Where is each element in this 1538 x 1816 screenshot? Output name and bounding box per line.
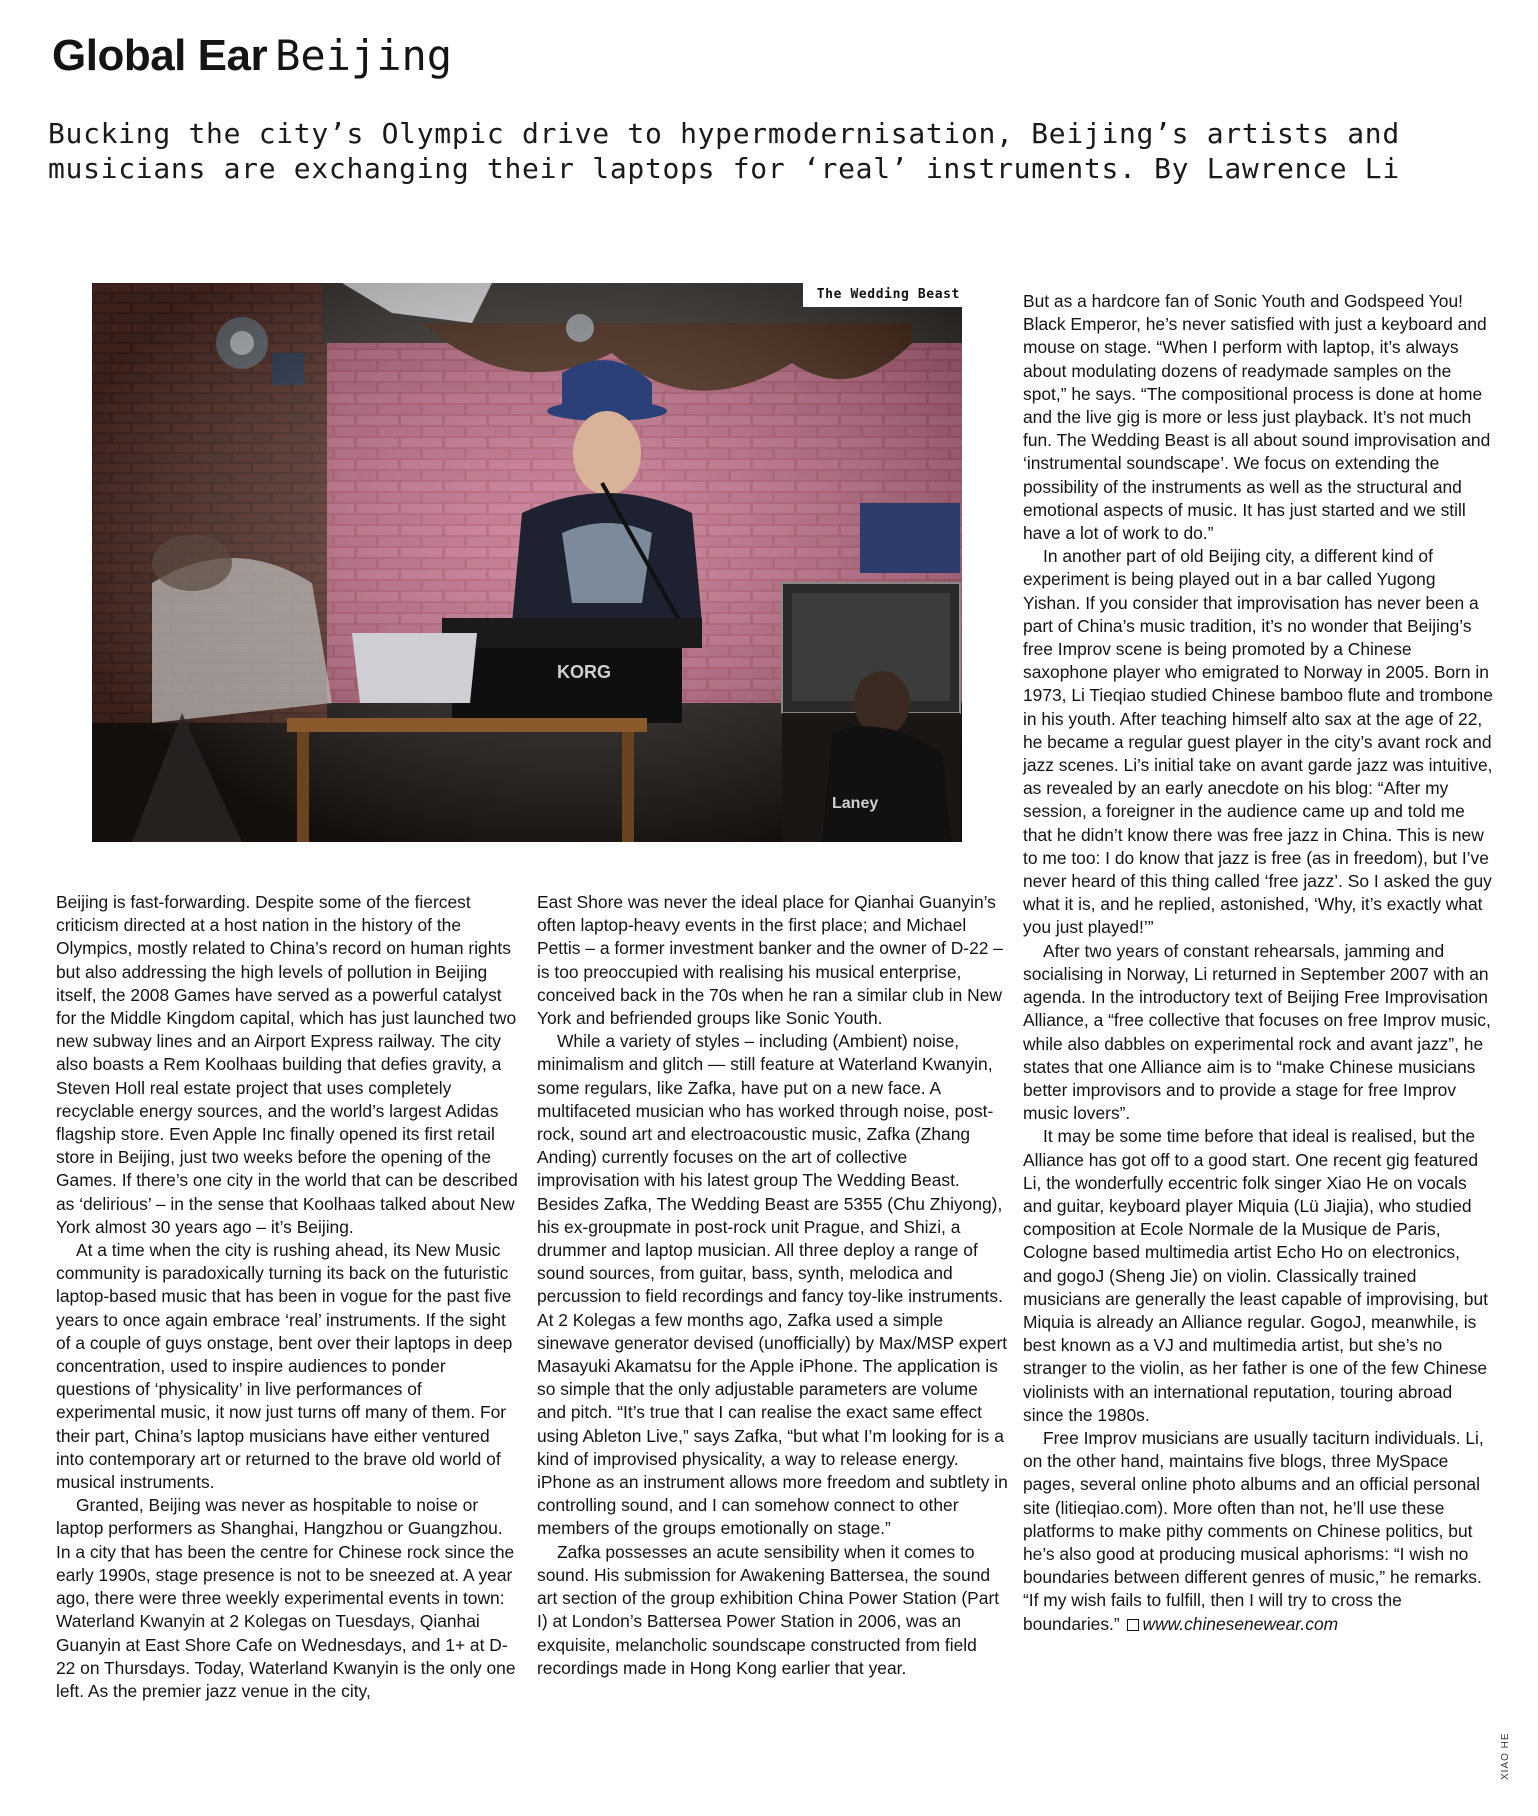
- city-name: Beijing: [275, 31, 453, 80]
- amp-brand-text: KORG: [557, 662, 611, 682]
- article-column-2: [537, 891, 1009, 1680]
- standfirst: Bucking the city’s Olympic drive to hypermodernisation, Beijing’s artists and musicians are exchanging their laptops for ‘real’ instruments. By Lawrence Li: [48, 117, 1400, 185]
- closing-text: Free Improv musicians are usually taciturn individuals. Li, on the other hand, maintains five blogs, three MySpace pages, several online photo albums and an official personal site (litieqiao.com). More often than not, he’ll use these platforms to make pithy comments on Chinese politics, but he’s also good at producing musical aphorisms: “I wish no boundaries between different genres of music,” he remarks. “If my wish fails to fulfill, then I will try to cross the boundaries.”: [1023, 1427, 1484, 1634]
- paragraph: After two years of constant rehearsals, jamming and socialising in Norway, Li returned in September 2007 with an agenda. In the introductory text of Beijing Free Improvisation Alliance, a “free collective that focuses on free Improv music, while also dabbles on experimental rock and avant jazz”, he states that one Alliance aim is to “make Chinese musicians better improvisors and to provide a stage for free Improv music lovers”.: [1023, 940, 1491, 1124]
- page-header: [52, 28, 452, 84]
- paragraph: Granted, Beijing was never as hospitable to noise or laptop performers as Shanghai, Hangzhou or Guangzhou. In a city that has been the centre for Chinese rock since the early 1990s, stage presence is not to be sneezed at. A year ago, there were three weekly experimental events in town: Waterland Kwanyin at 2 Kolegas on Tuesdays, Qianhai Guanyin at East Shore Cafe on Wednesdays, and 1+ at D-22 on Thursdays. Today, Waterland Kwanyin is the only one left. As the premier jazz venue in the city,: [56, 1495, 516, 1701]
- paragraph: Zafka possesses an acute sensibility when it comes to sound. His submission for Awakening Battersea, the sound art section of the group exhibition China Power Station (Part I) at London’s Battersea Power Station in 2006, was an exquisite, melancholic soundscape constructed from field recordings made in Hong Kong earlier that year.: [537, 1541, 1000, 1678]
- paragraph: It may be some time before that ideal is realised, but the Alliance has got off to a good start. One recent gig featured Li, the wonderfully eccentric folk singer Xiao He on vocals and guitar, keyboard player Miquia (Lü Jiajia), who studied composition at Ecole Normale de la Musique de Paris, Cologne based multimedia artist Echo Ho on electronics, and gogoJ (Sheng Jie) on violin. Classically trained musicians are generally the least capable of improvising, but Miquia is already an Alliance regular. GogoJ, meanwhile, is best known as a VJ and multimedia artist, but she’s no stranger to the violin, as her father is one of the few Chinese violinists with an international reputation, touring abroad since the 1980s.: [1023, 1126, 1488, 1425]
- section-name: Global Ear: [52, 31, 268, 80]
- section-title: [52, 28, 452, 84]
- paragraph: But as a hardcore fan of Sonic Youth and Godspeed You! Black Emperor, he’s never satisfied with just a keyboard and mouse on stage. “When I perform with laptop, it’s always about modulating dozens of readymade samples on the spot,” he says. “The compositional process is done at home and the live gig is more or less just playback. It’s not much fun. The Wedding Beast is all about sound improvisation and ‘instrumental soundscape’. We focus on extending the possibility of the instruments as well as the structural and emotional aspects of music. It has just started and we still have a lot of work to do.”: [1023, 291, 1491, 544]
- concert-photo: [92, 283, 962, 842]
- photo-caption: The Wedding Beast: [803, 283, 962, 307]
- photo-credit: XIAO HE: [1500, 1732, 1511, 1780]
- website-link[interactable]: www.chinesenewear.com: [1142, 1613, 1339, 1634]
- paragraph: Beijing is fast-forwarding. Despite some of the fiercest criticism directed at a host nation in the history of the Olympics, mostly related to China’s record on human rights but also addressing the high levels of pollution in Beijing itself, the 2008 Games have served as a powerful catalyst for the Middle Kingdom capital, which has just launched two new subway lines and an Airport Express railway. The city also boasts a Rem Koolhaas building that defies gravity, a Steven Holl real estate project that uses completely recyclable energy sources, and the world’s largest Adidas flagship store. Even Apple Inc finally opened its first retail store in Beijing, just two weeks before the opening of the Games. If there’s one city in the world that can be described as ‘delirious’ – in the sense that Koolhaas talked about New York almost 30 years ago – it’s Beijing.: [56, 892, 518, 1237]
- paragraph: In another part of old Beijing city, a different kind of experiment is being played out in a bar called Yugong Yishan. If you consider that improvisation has never been a part of China’s music tradition, it’s no wonder that Beijing’s free Improv scene is being promoted by a Chinese saxophone player who emigrated to Norway in 2005. Born in 1973, Li Tieqiao studied Chinese bamboo flute and trombone in his youth. After teaching himself alto sax at the age of 22, he became a regular guest player in the city’s avant rock and jazz scenes. Li’s initial take on avant garde jazz was intuitive, as revealed by an early anecdote on his blog: “After my session, a foreigner in the audience came up and told me that he didn’t know there was free jazz in China. This is new to me too: I do know that jazz is free (as in freedom), but I’ve never heard of this thing called ‘free jazz’. So I asked the guy what it is, and he replied, astonished, ‘Why, it’s exactly what you just played!’”: [1023, 546, 1493, 938]
- paragraph: East Shore was never the ideal place for Qianhai Guanyin’s often laptop-heavy events in the first place; and Michael Pettis – a former investment banker and the owner of D-22 – is too preoccupied with realising his musical enterprise, conceived back in the 70s when he ran a similar club in New York and befriended groups like Sonic Youth.: [537, 892, 1003, 1029]
- paragraph: At a time when the city is rushing ahead, its New Music community is paradoxically turning its back on the futuristic laptop-based music that has been in vogue for the past five years to once again embrace ‘real’ instruments. If the sight of a couple of guys onstage, bent over their laptops in deep concentration, used to inspire audiences to ponder questions of ‘physicality’ in live performances of experimental music, it now just turns off many of them. For their part, China’s laptop musicians have either ventured into contemporary art or returned to the brave old world of musical instruments.: [56, 1240, 513, 1493]
- paragraph: [1023, 1427, 1493, 1636]
- article-column-1: [56, 891, 518, 1703]
- end-mark-icon: [1127, 1619, 1139, 1631]
- paragraph: While a variety of styles – including (Ambient) noise, minimalism and glitch — still feature at Waterland Kwanyin, some regulars, like Zafka, have put on a new face. A multifaceted musician who has worked through noise, post-rock, sound art and electroacoustic music, Zafka (Zhang Anding) currently focuses on the art of collective improvisation with his latest group The Wedding Beast. Besides Zafka, The Wedding Beast are 5355 (Chu Zhiyong), his ex-groupmate in post-rock unit Prague, and Shizi, a drummer and laptop musician. All three deploy a range of sound sources, from guitar, bass, synth, melodica and percussion to field recordings and fancy toy-like instruments. At 2 Kolegas a few months ago, Zafka used a simple sinewave generator devised (unofficially) by Max/MSP expert Masayuki Akamatsu for the Apple iPhone. The application is so simple that the only adjustable parameters are volume and pitch. “It’s true that I can realise the exact same effect using Ableton Live,” says Zafka, “but what I’m looking for is a kind of improvised physicality, a way to release energy. iPhone as an instrument allows more freedom and subtlety in controlling sound, and I can somehow connect to other members of the groups emotionally on stage.”: [537, 1031, 1008, 1539]
- article-column-3: [1023, 290, 1493, 1636]
- amp-brand-text-2: Laney: [832, 795, 879, 812]
- concert-photo-illustration: [92, 283, 962, 842]
